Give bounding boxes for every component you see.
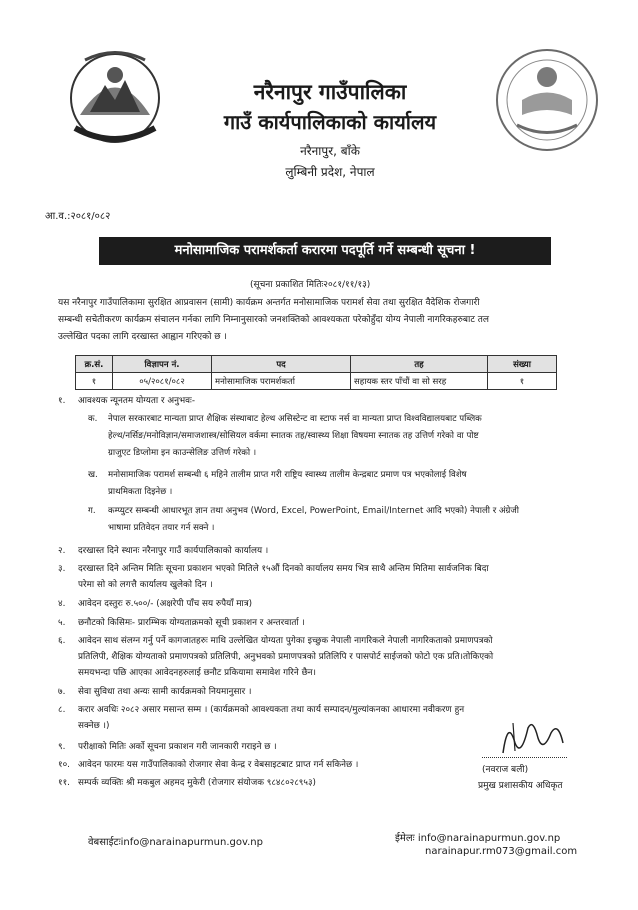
item-number: १०. (58, 760, 70, 770)
item-text (78, 543, 598, 559)
table-header: पद (212, 356, 351, 373)
item-text (78, 561, 598, 593)
sub-item-line: हेल्थ/नर्सिङ/मनोविज्ञान/समाजशास्त्र/सोसियल वर्कमा स्नातक तह/स्वास्थ्य शिक्षा विषयमा स्नातक तह उत्तिर्ण गरेको वा पोष्ट (108, 431, 479, 441)
vacancy-table (75, 355, 557, 390)
table-header: संख्या (488, 356, 557, 373)
notice-title: मनोसामाजिक परामर्शकर्ता करारमा पदपूर्ति गर्ने सम्बन्धी सूचना ! (99, 237, 551, 265)
item-number: ९. (58, 742, 66, 752)
table-cell: सहायक स्तर पाँचौं वा सो सरह (351, 373, 488, 390)
sub-item-line: कम्प्युटर सम्बन्धी आधारभूत ज्ञान तथा अनुभव (Word, Excel, PowerPoint, Email/Internet आदि भएको) नेपाली र अंग्रेजी (108, 506, 520, 516)
publish-date: (सूचना प्रकाशित मितिः२०८१/११/१३) (250, 280, 371, 290)
table-cell: मनोसामाजिक परामर्शकर्ता (212, 373, 351, 390)
item-text (78, 739, 478, 755)
table-row (76, 373, 557, 390)
item-line: छनौटको किसिमः- प्रारम्भिक योग्यताक्रमको सूची प्रकाशन र अन्तरवार्ता । (78, 618, 305, 628)
office-place: नरैनापुर, बाँके (300, 144, 360, 158)
sub-item-text (108, 411, 598, 462)
office-name: गाउँ कार्यपालिकाको कार्यालय (223, 110, 437, 134)
item-text (78, 633, 598, 681)
item-line: दरखास्त दिने स्थानः नरैनापुर गाउँ कार्यपालिकाको कार्यालय । (78, 546, 269, 556)
intro-line: सम्बन्धी सचेतीकरण कार्यक्रम संचालन गर्नका लागि निम्नानुसारको जनशक्तिको आवश्यकता परेकोहुँदा योग्य नेपाली नागरिकहरुबाट तल (58, 315, 489, 325)
item-number: २. (58, 546, 66, 556)
item-number: १. (58, 396, 66, 406)
footer-website: वेबसाईटःinfo@narainapurmun.gov.np (88, 837, 263, 848)
sub-item-line: ग्राजुएट डिप्लोमा इन काउन्सेलिङ उत्तिर्ण गरेको । (108, 448, 257, 458)
item-line: परीक्षाको मितिः अर्को सूचना प्रकाशन गरी जानकारी गराइने छ । (78, 742, 277, 752)
item-line: परेमा सो को लगत्तै कार्यालय खुलेको दिन । (78, 580, 213, 590)
sub-item-line: नेपाल सरकारबाट मान्यता प्राप्त शैक्षिक संस्थाबाट हेल्थ असिस्टेन्ट वा स्टाफ नर्स वा मान्यता प्राप्त विश्वविद्यालयबाट पब्लिक (108, 414, 482, 424)
item-line: करार अवधिः २०८२ असार मसान्त सम्म । (कार्यक्रमको आवश्यकता तथा कार्य सम्पादन/मुल्यांकनका आधारमा नवीकरण हुन (78, 705, 465, 715)
table-header: विज्ञापन नं. (113, 356, 212, 373)
sub-item-mark: क. (88, 414, 98, 424)
footer-email: ईमेलः info@narainapurmun.gov.np (395, 833, 561, 844)
signature-icon (473, 713, 591, 763)
item-line: आवेदन साथ संलग्न गर्नु पर्ने कागजातहरुः माथि उल्लेखित योग्यता पुगेका इच्छुक नेपाली नागरिकले नेपाली नागरिकताको प्रमाणपत्रको (78, 636, 493, 646)
signature-line (482, 757, 567, 758)
sub-item-line: भाषामा प्रतिवेदन तयार गर्न सक्ने । (108, 523, 215, 533)
item-number: ७. (58, 687, 66, 697)
item-text (78, 615, 598, 631)
item-line: आवेदन दस्तुरः रु.५००/- (अक्षरेपी पाँच सय रुपैयाँ मात्र) (78, 599, 253, 609)
municipality-name: नरैनापुर गाउँपालिका (253, 80, 407, 104)
item-line: दरखास्त दिने अन्तिम मितिः सूचना प्रकाशन भएको मितिले १५औं दिनको कार्यालय समय भित्र साथै अन्तिम मितिमा सार्वजनिक बिदा (78, 564, 489, 574)
item-number: ११. (58, 778, 70, 788)
table-cell: १ (488, 373, 557, 390)
sub-item-line: मनोसामाजिक परामर्श सम्बन्धी ६ महिने तालीम प्राप्त गरी राष्ट्रिय स्वास्थ्य तालीम केन्द्रबाट प्रमाण पत्र भएकोलाई विशेष (108, 470, 467, 480)
item-text (78, 684, 598, 700)
item-line: प्रतिलिपी, शैक्षिक योग्यताको प्रमाणपत्रको प्रतिलिपी, अनुभवको प्रमाणपत्रको प्रतिलिपि र पासपोर्ट साईजको फोटो एक प्रति।तोकिएको (78, 652, 494, 662)
item-line: समयभन्दा पछि आएका आवेदनहरुलाई छनौट प्रकियामा समावेश गरिने छैन। (78, 668, 316, 678)
footer-email-2: narainapur.rm073@gmail.com (425, 846, 578, 857)
sub-item-mark: ग. (88, 506, 96, 516)
intro-line: उल्लेखित पदका लागि दरखास्त आह्वान गरिएको छ । (58, 332, 227, 342)
table-cell: १ (76, 373, 113, 390)
sub-item-text (108, 503, 598, 537)
item-number: ५. (58, 618, 66, 628)
item-line: आवेदन फारमः यस गाउँपालिकाको रोजगार सेवा केन्द्र र वेबसाइटबाट प्राप्त गर्न सकिनेछ । (78, 760, 359, 770)
table-header-row (76, 356, 557, 373)
item-line: सम्पर्क व्यक्तिः श्री मकबुल अहमद मुकेरी (रोजगार संयोजक ९८४८०२८९५३) (78, 778, 316, 788)
item-text (78, 757, 478, 773)
intro-line: यस नरैनापुर गाउँपालिकामा सुरक्षित आप्रवासन (सामी) कार्यक्रम अन्तर्गत मनोसामाजिक परामर्श सेवा तथा सुरक्षित वैदेशिक रोजगारी (58, 298, 480, 308)
item-text (78, 775, 478, 791)
table-cell: ०५/२०८१/०८२ (113, 373, 212, 390)
reference-number: आ.व.:२०८१/०८२ (45, 211, 111, 222)
item-number: ६. (58, 636, 66, 646)
signatory-name: (नवराज बली) (482, 765, 529, 775)
item-text: आवश्यक न्यूनतम योग्यता र अनुभवः- (78, 396, 195, 406)
item-line: सेवा सुविधा तथा अन्यः सामी कार्यक्रमको नियमानुसार । (78, 687, 252, 697)
item-line: सक्नेछ ।) (78, 721, 110, 731)
signatory-title: प्रमुख प्रशासकीय अधिकृत (478, 781, 563, 791)
table-header: क्र.सं. (76, 356, 113, 373)
sub-item-mark: ख. (88, 470, 98, 480)
table-header: तह (351, 356, 488, 373)
item-number: ८. (58, 705, 66, 715)
sub-item-line: प्राथमिकता दिइनेछ । (108, 487, 173, 497)
item-number: ३. (58, 564, 66, 574)
item-number: ४. (58, 599, 66, 609)
item-text (78, 596, 598, 612)
office-province: लुम्बिनी प्रदेश, नेपाल (285, 165, 375, 179)
sub-item-text (108, 467, 598, 501)
intro-paragraph (58, 295, 598, 346)
